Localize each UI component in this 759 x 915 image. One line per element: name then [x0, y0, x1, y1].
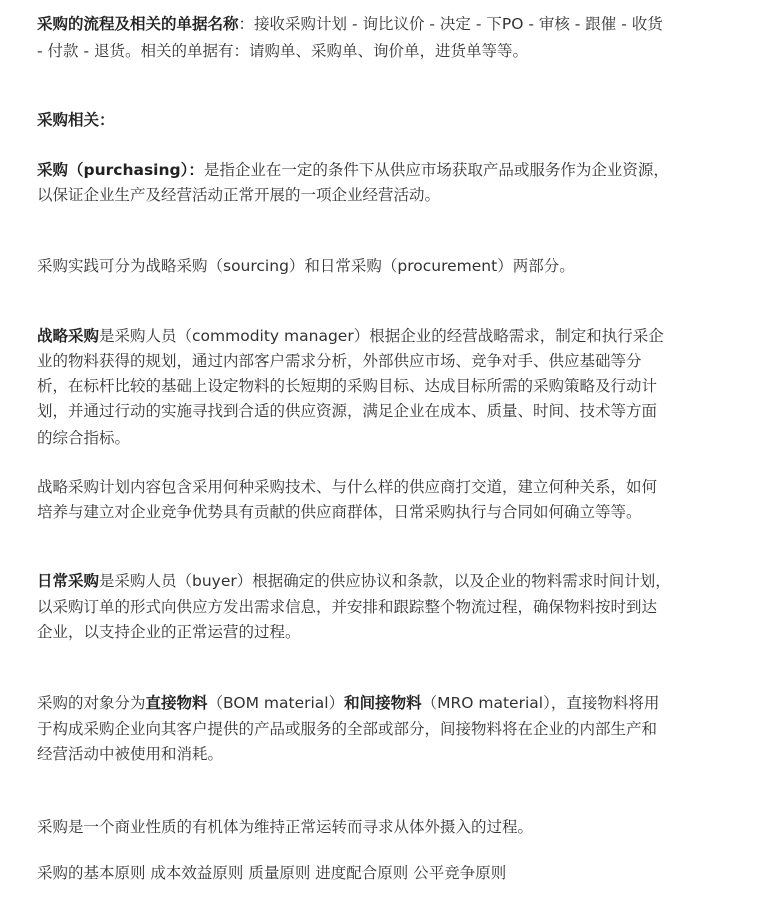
- text-segment: 经营活动中被使用和消耗。: [37, 745, 224, 763]
- text-line: [37, 742, 223, 766]
- text-line: [37, 426, 130, 450]
- text-line: [37, 399, 657, 423]
- text-segment: 采购是一个商业性质的有机体为维持正常运转而寻求从体外摄入的过程。: [37, 818, 534, 836]
- bold-term: 采购（purchasing）：: [37, 161, 204, 179]
- text-line: [37, 595, 657, 619]
- bold-term: 战略采购: [37, 327, 100, 345]
- text-segment: 企业，以支持企业的正常运营的过程。: [37, 623, 301, 641]
- text-line: [37, 254, 575, 278]
- text-segment: （MRO material），直接物料将用: [421, 694, 660, 712]
- text-line: [37, 324, 664, 348]
- text-segment: 采购实践可分为战略采购（sourcing）和日常采购（procurement）两部分。: [37, 257, 575, 275]
- text-segment: 业的物料获得的规划，通过内部客户需求分析，外部供应市场、竞争对手、供应基础等分: [37, 352, 642, 370]
- text-segment: 采购的基本原则 成本效益原则 质量原则 进度配合原则 公平竞争原则: [37, 864, 507, 882]
- text-line: [37, 108, 115, 132]
- text-line: [37, 569, 671, 593]
- text-line: [37, 500, 642, 524]
- text-segment: 于构成采购企业向其客户提供的产品或服务的全部或部分，间接物料将在企业的内部生产和: [37, 720, 658, 738]
- bold-term: 日常采购: [37, 572, 100, 590]
- text-segment: 以采购订单的形式向供应方发出需求信息，并安排和跟踪整个物流过程，确保物料按时到达: [37, 598, 658, 616]
- text-line: [37, 861, 506, 885]
- text-line: [37, 691, 659, 715]
- text-line: [37, 717, 657, 741]
- text-segment: 划，并通过行动的实施寻找到合适的供应资源，满足企业在成本、质量、时间、技术等方面: [37, 402, 658, 420]
- bold-term: 采购的流程及相关的单据名称: [37, 15, 239, 33]
- text-segment: 采购的对象分为: [37, 694, 146, 712]
- text-line: [37, 374, 657, 398]
- text-segment: 是采购人员（commodity manager）根据企业的经营战略需求，制定和执行采企: [99, 327, 664, 345]
- text-line: [37, 183, 440, 207]
- text-line: [37, 349, 642, 373]
- text-segment: （BOM material）: [207, 694, 345, 712]
- text-line: [37, 12, 663, 36]
- text-segment: - 付款 - 退货。相关的单据有：请购单、采购单、询价单，进货单等等。: [37, 42, 528, 60]
- text-segment: 的综合指标。: [37, 429, 131, 447]
- bold-term: 和间接物料: [344, 694, 422, 712]
- text-line: [37, 815, 533, 839]
- text-segment: 以保证企业生产及经营活动正常开展的一项企业经营活动。: [37, 186, 441, 204]
- text-line: [37, 475, 657, 499]
- text-line: [37, 158, 669, 182]
- text-line: [37, 620, 301, 644]
- text-segment: 是采购人员（buyer）根据确定的供应协议和条款，以及企业的物料需求时间计划，: [99, 572, 671, 590]
- bold-term: 采购相关：: [37, 111, 115, 129]
- text-segment: 析，在标杆比较的基础上设定物料的长短期的采购目标、达成目标所需的采购策略及行动计: [37, 377, 658, 395]
- text-segment: 培养与建立对企业竞争优势具有贡献的供应商群体，日常采购执行与合同如何确立等等。: [37, 503, 642, 521]
- bold-term: 直接物料: [145, 694, 208, 712]
- text-segment: ：接收采购计划 - 询比议价 - 决定 - 下PO - 审核 - 跟催 - 收货: [238, 15, 663, 33]
- text-segment: 是指企业在一定的条件下从供应市场获取产品或服务作为企业资源，: [203, 161, 669, 179]
- text-line: [37, 39, 528, 63]
- text-segment: 战略采购计划内容包含采用何种采购技术、与什么样的供应商打交道，建立何种关系，如何: [37, 478, 658, 496]
